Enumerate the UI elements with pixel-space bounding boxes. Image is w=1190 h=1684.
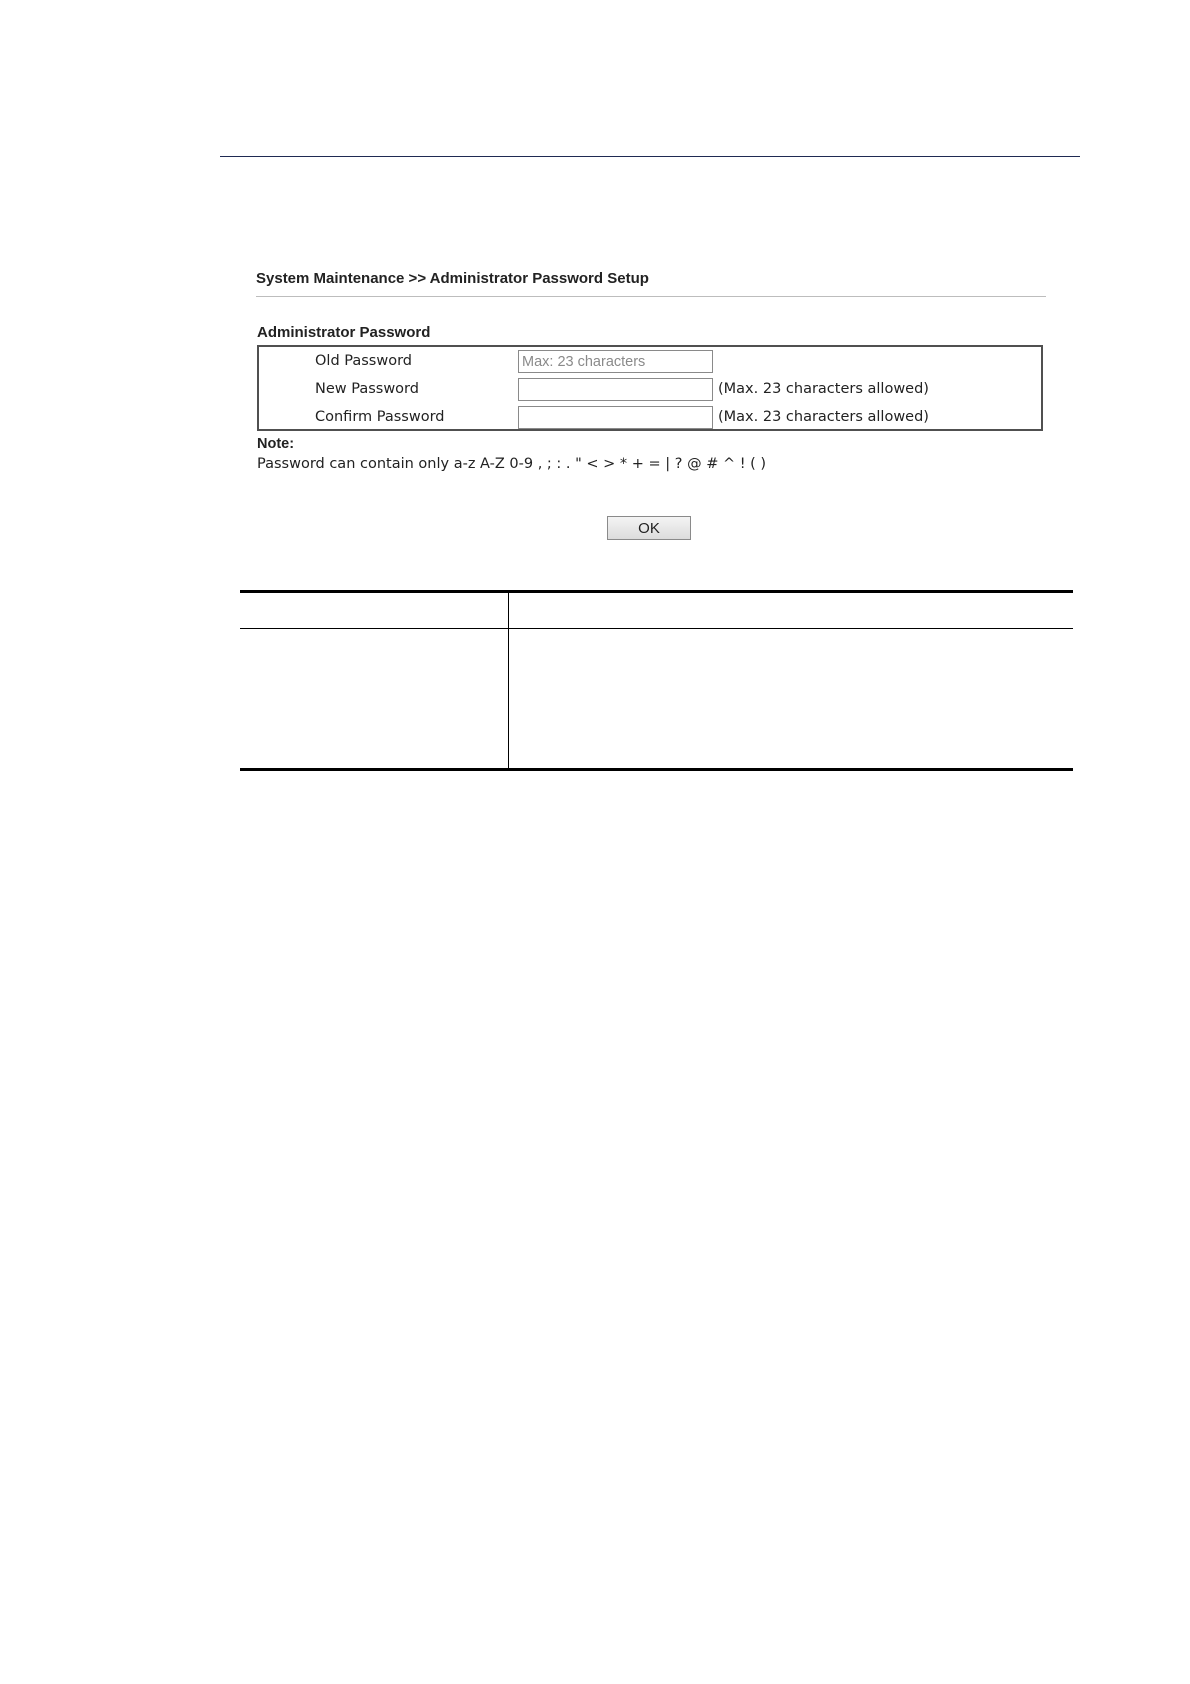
ok-button[interactable]: OK	[607, 516, 691, 540]
table-top-rule	[240, 590, 1073, 593]
confirm-password-input[interactable]	[518, 406, 713, 429]
note-label: Note:	[257, 436, 295, 452]
old-password-row	[259, 348, 1041, 376]
breadcrumb: System Maintenance >> Administrator Password Setup	[256, 270, 649, 287]
description-table	[240, 590, 1073, 771]
section-title: Administrator Password	[257, 324, 431, 341]
old-password-input[interactable]	[518, 350, 713, 373]
new-password-input[interactable]	[518, 378, 713, 401]
note-text: Password can contain only a-z A-Z 0-9 , ; : . " < > * + = | ? @ # ^ ! ( )	[257, 456, 767, 472]
confirm-password-row	[259, 404, 1041, 432]
old-password-label: Old Password	[315, 353, 412, 369]
table-column-divider	[508, 590, 509, 771]
confirm-password-label: Confirm Password	[315, 409, 445, 425]
table-bottom-rule	[240, 768, 1073, 771]
new-password-label: New Password	[315, 381, 419, 397]
table-header-rule	[240, 628, 1073, 629]
new-password-row	[259, 376, 1041, 404]
breadcrumb-divider	[256, 296, 1046, 297]
new-password-hint: (Max. 23 characters allowed)	[718, 381, 929, 397]
password-fieldset	[257, 345, 1043, 431]
confirm-password-hint: (Max. 23 characters allowed)	[718, 409, 929, 425]
page-header-rule	[220, 156, 1080, 157]
